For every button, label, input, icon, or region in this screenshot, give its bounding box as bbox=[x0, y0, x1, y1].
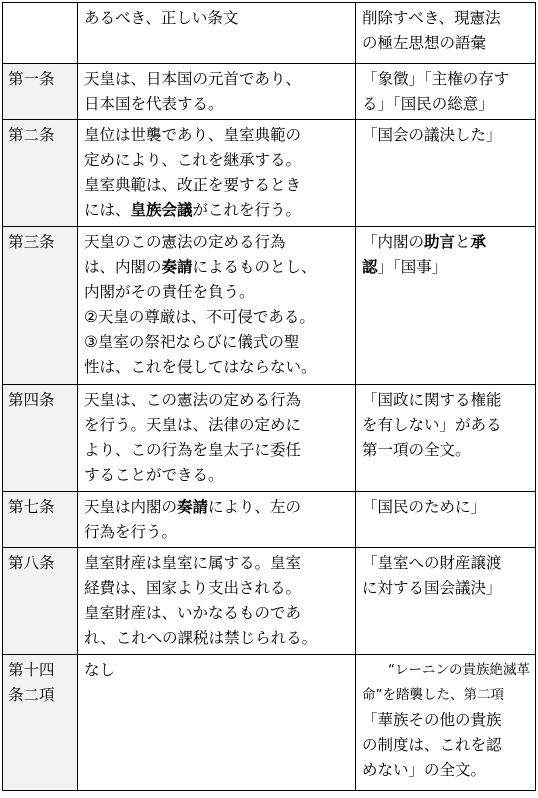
delete-text-line-small: “レーニンの貴族絶滅革 bbox=[388, 662, 530, 678]
correct-text-line-mixed bbox=[84, 198, 350, 223]
delete-text-line: る」「国民の総意」 bbox=[362, 95, 494, 113]
delete-text-line: めない」の全文。 bbox=[362, 761, 487, 779]
correct-text-line: より、この行為を皇太子に委任 bbox=[84, 441, 302, 459]
correct-text-line: を行う。天皇は、法律の定めに bbox=[84, 416, 302, 434]
table-row bbox=[3, 227, 536, 385]
article-label-line2: 条二項 bbox=[8, 686, 55, 704]
bold-term: 奏請 bbox=[161, 258, 193, 276]
table-row bbox=[3, 120, 536, 227]
delete-text-line: 「国会の議決した」 bbox=[362, 126, 502, 144]
delete-text-line: 「国政に関する権能 bbox=[362, 391, 502, 409]
text-fragment: には、 bbox=[84, 201, 131, 219]
header-delete-label-line1: 削除すべき、現憲法 bbox=[362, 9, 501, 27]
delete-text-cell bbox=[356, 385, 536, 492]
article-cell bbox=[3, 385, 78, 492]
article-label: 第一条 bbox=[8, 70, 55, 88]
constitution-comparison-table bbox=[2, 2, 536, 791]
correct-text-line: ③皇室の祭祀ならびに儀式の聖 bbox=[84, 333, 300, 351]
correct-text-line-mixed bbox=[84, 495, 350, 520]
table-row bbox=[3, 548, 536, 655]
correct-text-cell bbox=[78, 227, 356, 385]
header-correct-label: あるべき、正しい条文 bbox=[84, 9, 239, 27]
article-cell bbox=[3, 548, 78, 655]
delete-text-line-mixed bbox=[362, 255, 530, 280]
correct-text-line: 行為を行う。 bbox=[84, 523, 178, 541]
article-cell bbox=[3, 64, 78, 120]
article-label: 第四条 bbox=[8, 391, 55, 409]
correct-text-cell bbox=[78, 385, 356, 492]
correct-text-line-mixed bbox=[84, 255, 350, 280]
text-fragment: により、左の bbox=[208, 498, 302, 516]
delete-text-line-small: 命”を踏襲した、第二項 bbox=[362, 687, 504, 703]
article-label: 第七条 bbox=[8, 498, 55, 516]
bold-term: 承 bbox=[470, 233, 487, 251]
delete-text-line-mixed bbox=[362, 230, 530, 255]
correct-text-line: 皇位は世襲であり、皇室典範の bbox=[84, 126, 302, 144]
delete-text-line: 第一項の全文。 bbox=[362, 441, 471, 459]
text-fragment: 天皇は内閣の bbox=[84, 498, 178, 516]
article-label: 第三条 bbox=[8, 233, 55, 251]
delete-text-line: に対する国会議決」 bbox=[362, 579, 502, 597]
table-row bbox=[3, 64, 536, 120]
correct-text-line: ②天皇の尊厳は、不可侵である。 bbox=[84, 308, 315, 326]
bold-term: 奏請 bbox=[177, 498, 209, 516]
article-cell bbox=[3, 120, 78, 227]
correct-text-line: 日本国を代表する。 bbox=[84, 95, 224, 113]
correct-text-line: することができる。 bbox=[84, 466, 224, 484]
delete-text-cell bbox=[356, 548, 536, 655]
delete-text-line: 「華族その他の貴族 bbox=[362, 711, 502, 729]
delete-text-line: を有しない」がある bbox=[362, 416, 502, 434]
delete-text-cell bbox=[356, 227, 536, 385]
header-delete-text bbox=[356, 3, 536, 64]
correct-text-line: 天皇のこの憲法の定める行為 bbox=[84, 233, 286, 251]
article-label: 第二条 bbox=[8, 126, 55, 144]
bold-term: 皇族会議 bbox=[130, 201, 193, 219]
table-row bbox=[3, 385, 536, 492]
delete-text-line: の制度は、これを認 bbox=[362, 736, 502, 754]
article-cell bbox=[3, 492, 78, 548]
text-fragment: と bbox=[455, 233, 471, 251]
article-cell bbox=[3, 227, 78, 385]
correct-text-line: れ、これへの課税は禁じられる。 bbox=[84, 629, 318, 647]
correct-text-line: 内閣がその責任を負う。 bbox=[84, 283, 255, 301]
table-row bbox=[3, 492, 536, 548]
delete-text-line: 「国民のために」 bbox=[362, 498, 487, 516]
article-label: 第八条 bbox=[8, 554, 55, 572]
header-empty-cell bbox=[3, 3, 78, 64]
correct-text-cell bbox=[78, 492, 356, 548]
correct-text-cell bbox=[78, 655, 356, 791]
text-fragment: がこれを行う。 bbox=[192, 201, 302, 219]
header-correct-text bbox=[78, 3, 356, 64]
bold-term: 助言 bbox=[424, 233, 456, 251]
table-header-row bbox=[3, 3, 536, 64]
article-cell bbox=[3, 655, 78, 791]
text-fragment: によるものとし、 bbox=[192, 258, 317, 276]
correct-text-cell bbox=[78, 548, 356, 655]
bold-term: 認 bbox=[362, 258, 378, 276]
delete-text-cell bbox=[356, 655, 536, 791]
correct-text-line: 性は、これを侵してはならない。 bbox=[84, 358, 317, 376]
correct-text-line: 皇室財産は、いかなるものであ bbox=[84, 604, 302, 622]
correct-text-line: 皇室財産は皇室に属する。皇室 bbox=[84, 554, 302, 572]
correct-text-line: 定めにより、これを継承する。 bbox=[84, 151, 302, 169]
correct-text-cell bbox=[78, 64, 356, 120]
delete-text-line: 「象徴」「主権の存す bbox=[362, 70, 510, 88]
correct-text-cell bbox=[78, 120, 356, 227]
delete-text-line: 「皇室への財産譲渡 bbox=[362, 554, 502, 572]
correct-text-line: 天皇は、この憲法の定める行為 bbox=[84, 391, 302, 409]
table-row bbox=[3, 655, 536, 791]
delete-text-cell bbox=[356, 492, 536, 548]
header-delete-label-line2: の極左思想の語彙 bbox=[362, 34, 487, 52]
article-label-line1: 第十四 bbox=[8, 661, 55, 679]
correct-text-line: なし bbox=[84, 661, 116, 679]
delete-text-cell bbox=[356, 64, 536, 120]
correct-text-line: 天皇は、日本国の元首であり、 bbox=[84, 70, 302, 88]
correct-text-line: 皇室典範は、改正を要するとき bbox=[84, 176, 302, 194]
text-fragment: 「内閣の bbox=[362, 233, 425, 251]
correct-text-line: 経費は、国家より支出される。 bbox=[84, 579, 302, 597]
delete-text-cell bbox=[356, 120, 536, 227]
text-fragment: 」「国事」 bbox=[377, 258, 448, 276]
text-fragment: は、内閣の bbox=[84, 258, 162, 276]
